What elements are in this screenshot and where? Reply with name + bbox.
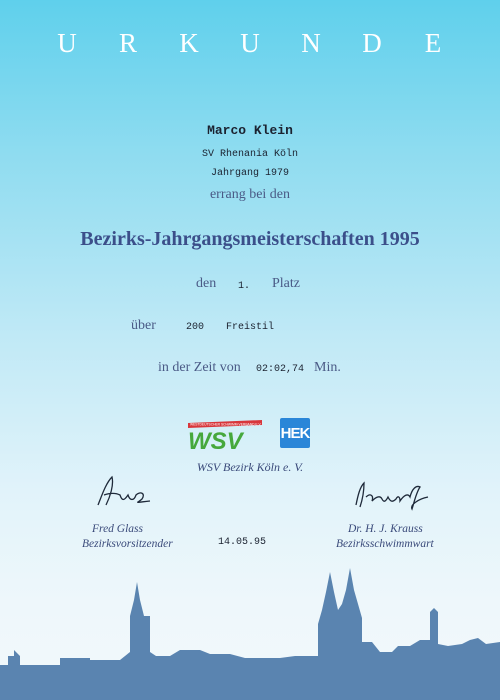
recipient-club: SV Rhenania Köln bbox=[201, 149, 298, 160]
recipient-year: Jahrgang 1979 bbox=[210, 168, 289, 179]
signatory-right bbox=[336, 522, 466, 552]
hek-logo: HEK bbox=[280, 418, 310, 448]
signature-left bbox=[92, 473, 162, 509]
heading-letter: D bbox=[362, 28, 382, 58]
heading-letter: N bbox=[301, 28, 321, 58]
time-value: 02:02,74 bbox=[256, 364, 305, 375]
discipline-distance: 200 bbox=[186, 322, 205, 333]
signatory-right-role: Bezirksschwimmwart bbox=[336, 538, 434, 550]
discipline-prefix: über bbox=[131, 318, 156, 333]
placement-prefix: den bbox=[196, 276, 217, 291]
signatory-left-role: Bezirksvorsitzender bbox=[82, 538, 173, 550]
heading-letter: R bbox=[118, 28, 137, 58]
organization-name: WSV Bezirk Köln e. V. bbox=[196, 460, 304, 474]
cologne-skyline bbox=[0, 560, 500, 700]
time-prefix: in der Zeit von bbox=[158, 360, 241, 375]
placement-value: 1. bbox=[238, 281, 251, 292]
errang-phrase: errang bei den bbox=[209, 187, 291, 202]
time-suffix: Min. bbox=[314, 360, 341, 375]
signatory-left bbox=[82, 522, 202, 552]
heading-letter: K bbox=[179, 28, 199, 58]
heading-letter: U bbox=[57, 28, 77, 58]
heading-letter: E bbox=[424, 28, 442, 58]
recipient-name: Marco Klein bbox=[207, 123, 293, 138]
wsv-banner-text: WESTDEUTSCHER SCHWIMM-VERBAND E.V. bbox=[190, 422, 262, 427]
certificate-date: 14.05.95 bbox=[218, 537, 267, 548]
wsv-logo bbox=[186, 418, 264, 450]
placement-suffix: Platz bbox=[272, 276, 300, 291]
signatory-left-name: Fred Glass bbox=[92, 523, 144, 535]
heading-letter: U bbox=[240, 28, 260, 58]
signature-right bbox=[350, 477, 434, 513]
discipline-stroke: Freistil bbox=[226, 322, 275, 333]
signatory-right-name: Dr. H. J. Krauss bbox=[348, 523, 423, 535]
certificate-heading bbox=[0, 28, 500, 59]
wsv-logo-text: WSV bbox=[188, 428, 243, 450]
event-title: Bezirks-Jahrgangsmeisterschaften 1995 bbox=[80, 228, 420, 250]
